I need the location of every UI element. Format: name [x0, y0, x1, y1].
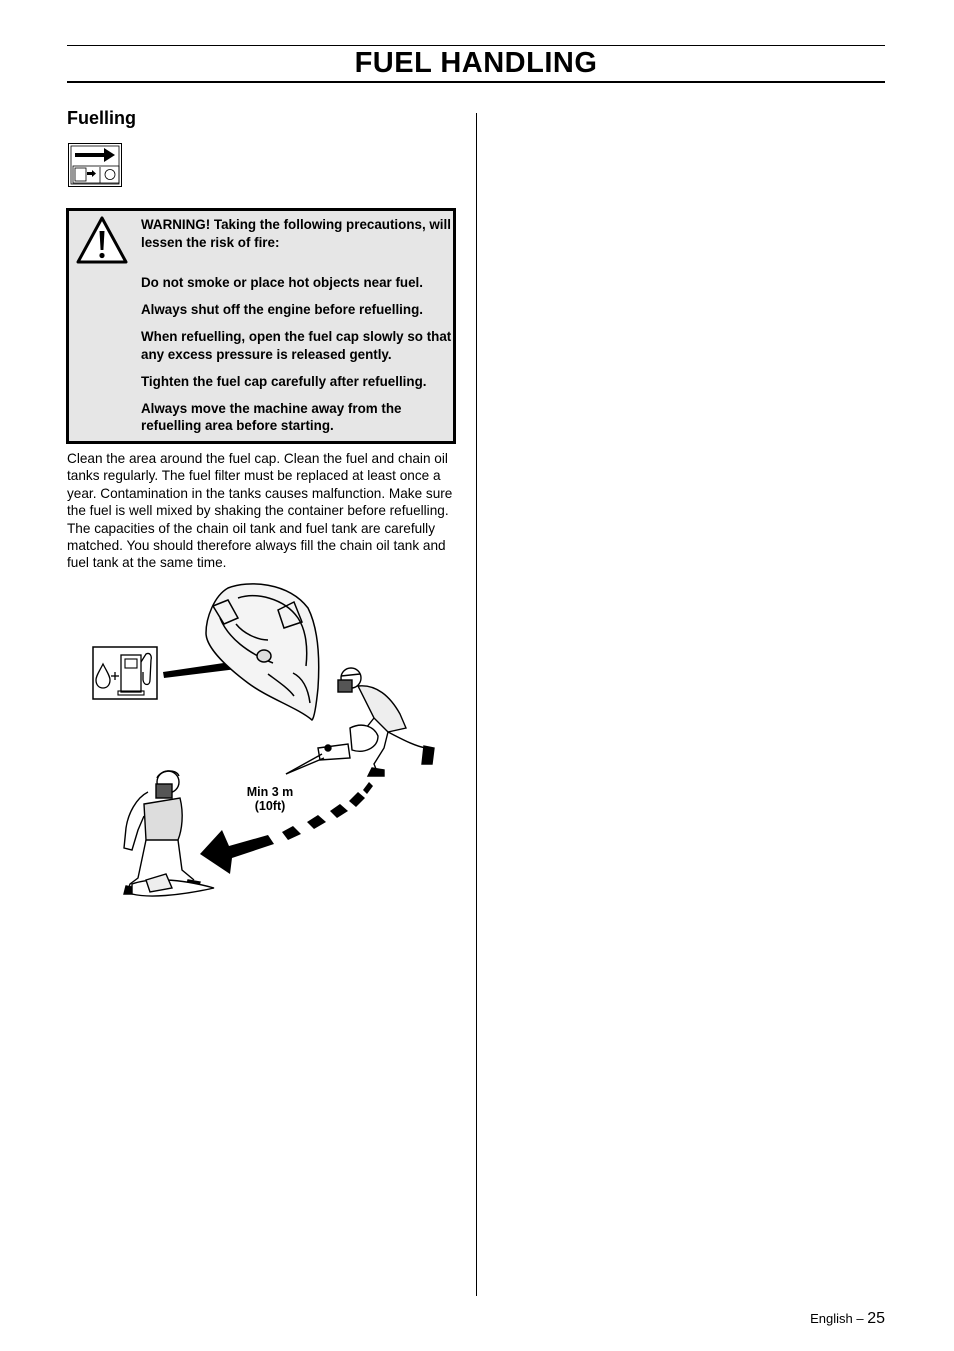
warning-item: Always move the machine away from the refuelling area before starting. [141, 400, 402, 433]
header-bottom-rule [67, 81, 885, 83]
fuel-and-oil-pump-icon [93, 647, 157, 699]
warning-item: Always shut off the engine before refuelling. [141, 302, 423, 317]
column-divider [476, 113, 477, 1296]
warning-triangle-icon [75, 215, 129, 265]
distance-label-line2: (10ft) [254, 799, 286, 813]
chainsaw-drawing [206, 584, 319, 720]
page-title: FUEL HANDLING [354, 47, 598, 79]
warning-item: Tighten the fuel cap carefully after refuelling. [141, 373, 427, 389]
footer-language: English [810, 1311, 853, 1326]
standing-person-drawing [124, 771, 214, 896]
refuelling-illustration [88, 578, 448, 908]
warning-text [141, 216, 453, 444]
illustration-drawing [88, 578, 448, 908]
page-footer [810, 1310, 885, 1328]
page-number: 25 [867, 1310, 885, 1327]
see-chapter-reference-icon [68, 143, 122, 187]
body-paragraph: Clean the area around the fuel cap. Clean the fuel and chain oil tanks regularly. The fuel filter must be replaced at least once a year. Contamination in the tanks causes malfunction. Make sure the fuel is well mixed by shaking the container before refuelling. The capacities of the chain oil tank and fuel tank are carefully matched. You should therefore always fill the chain oil tank and fuel tank at the same time. [67, 451, 453, 571]
warning-intro: WARNING! Taking the following precautions, will lessen the risk of fire: [141, 217, 451, 250]
warning-item: When refuelling, open the fuel cap slowly so that any excess pressure is released gently. [141, 329, 452, 362]
warning-item: Do not smoke or place hot objects near fuel. [141, 275, 424, 290]
distance-label [238, 785, 302, 813]
footer-separator: – [856, 1311, 864, 1326]
warning-box [66, 208, 456, 444]
distance-label-line1: Min 3 m [246, 785, 294, 799]
section-title: Fuelling [67, 108, 136, 128]
